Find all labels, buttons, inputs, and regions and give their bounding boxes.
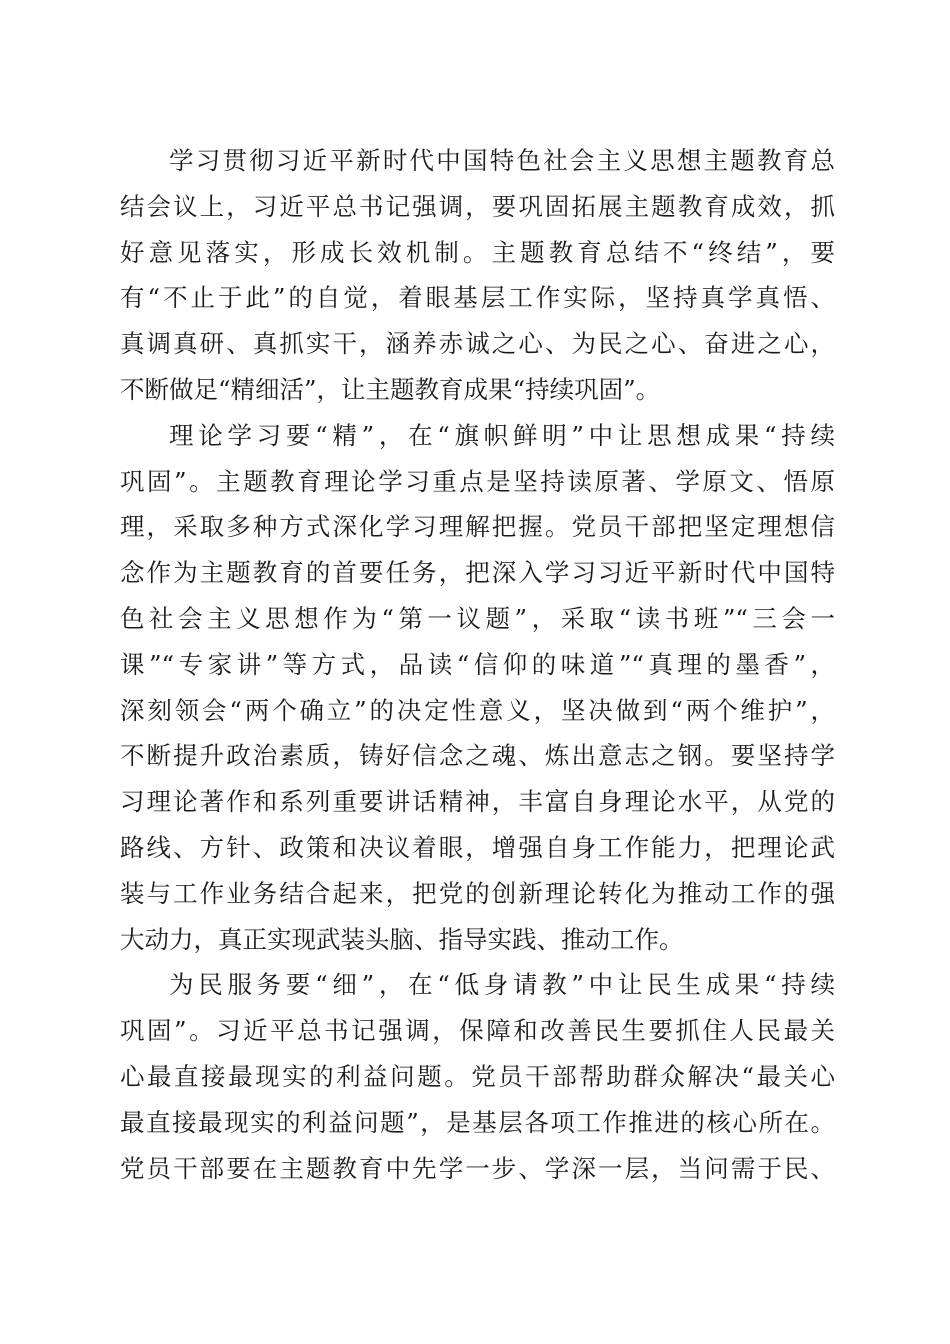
paragraph-line: 装与工作业务结合起来，把党的创新理论转化为推动工作的强	[120, 878, 835, 908]
paragraph-line: 念作为主题教育的首要任务，把深入学习习近平新时代中国特	[120, 558, 835, 588]
paragraph-line: 习理论著作和系列重要讲话精神，丰富自身理论水平，从党的	[120, 787, 835, 817]
paragraph-theory-study	[120, 413, 835, 963]
paragraph-line: 好意见落实，形成长效机制。主题教育总结不“终结”，要	[120, 237, 835, 267]
paragraph-intro	[120, 138, 835, 413]
paragraph-line: 深刻领会“两个确立”的决定性意义，坚决做到“两个维护”，	[120, 695, 835, 725]
paragraph-line: 党员干部要在主题教育中先学一步、学深一层，当问需于民、	[120, 1153, 835, 1183]
paragraph-people-service	[120, 962, 835, 1191]
paragraph-line: 有“不止于此”的自觉，着眼基层工作实际，坚持真学真悟、	[120, 283, 835, 313]
paragraph-line: 理，采取多种方式深化学习理解把握。党员干部把坚定理想信	[120, 512, 835, 542]
paragraph-line: 色社会主义思想作为“第一议题”，采取“读书班”“三会一	[120, 603, 835, 633]
paragraph-line: 结会议上，习近平总书记强调，要巩固拓展主题教育成效，抓	[120, 191, 835, 221]
paragraph-line: 真调真研、真抓实干，涵养赤诚之心、为民之心、奋进之心，	[120, 329, 835, 359]
paragraph-line: 理论学习要“精”，在“旗帜鲜明”中让思想成果“持续	[169, 420, 835, 450]
paragraph-line: 不断做足“精细活”，让主题教育成果“持续巩固”。	[120, 374, 661, 404]
paragraph-line: 大动力，真正实现武装头脑、指导实践、推动工作。	[120, 924, 684, 954]
document-body	[120, 138, 835, 1191]
paragraph-line: 巩固”。主题教育理论学习重点是坚持读原著、学原文、悟原	[120, 466, 835, 496]
paragraph-line: 心最直接最现实的利益问题。党员干部帮助群众解决“最关心	[120, 1061, 835, 1091]
paragraph-line: 不断提升政治素质，铸好信念之魂、炼出意志之钢。要坚持学	[120, 741, 835, 771]
paragraph-line: 为民服务要“细”，在“低身请教”中让民生成果“持续	[169, 970, 835, 1000]
paragraph-line: 课”“专家讲”等方式，品读“信仰的味道”“真理的墨香”，	[120, 649, 835, 679]
paragraph-line: 最直接最现实的利益问题”，是基层各项工作推进的核心所在。	[120, 1107, 835, 1137]
paragraph-line: 学习贯彻习近平新时代中国特色社会主义思想主题教育总	[169, 146, 835, 175]
paragraph-line: 巩固”。习近平总书记强调，保障和改善民生要抓住人民最关	[120, 1016, 835, 1046]
paragraph-line: 路线、方针、政策和决议着眼，增强自身工作能力，把理论武	[120, 832, 835, 862]
